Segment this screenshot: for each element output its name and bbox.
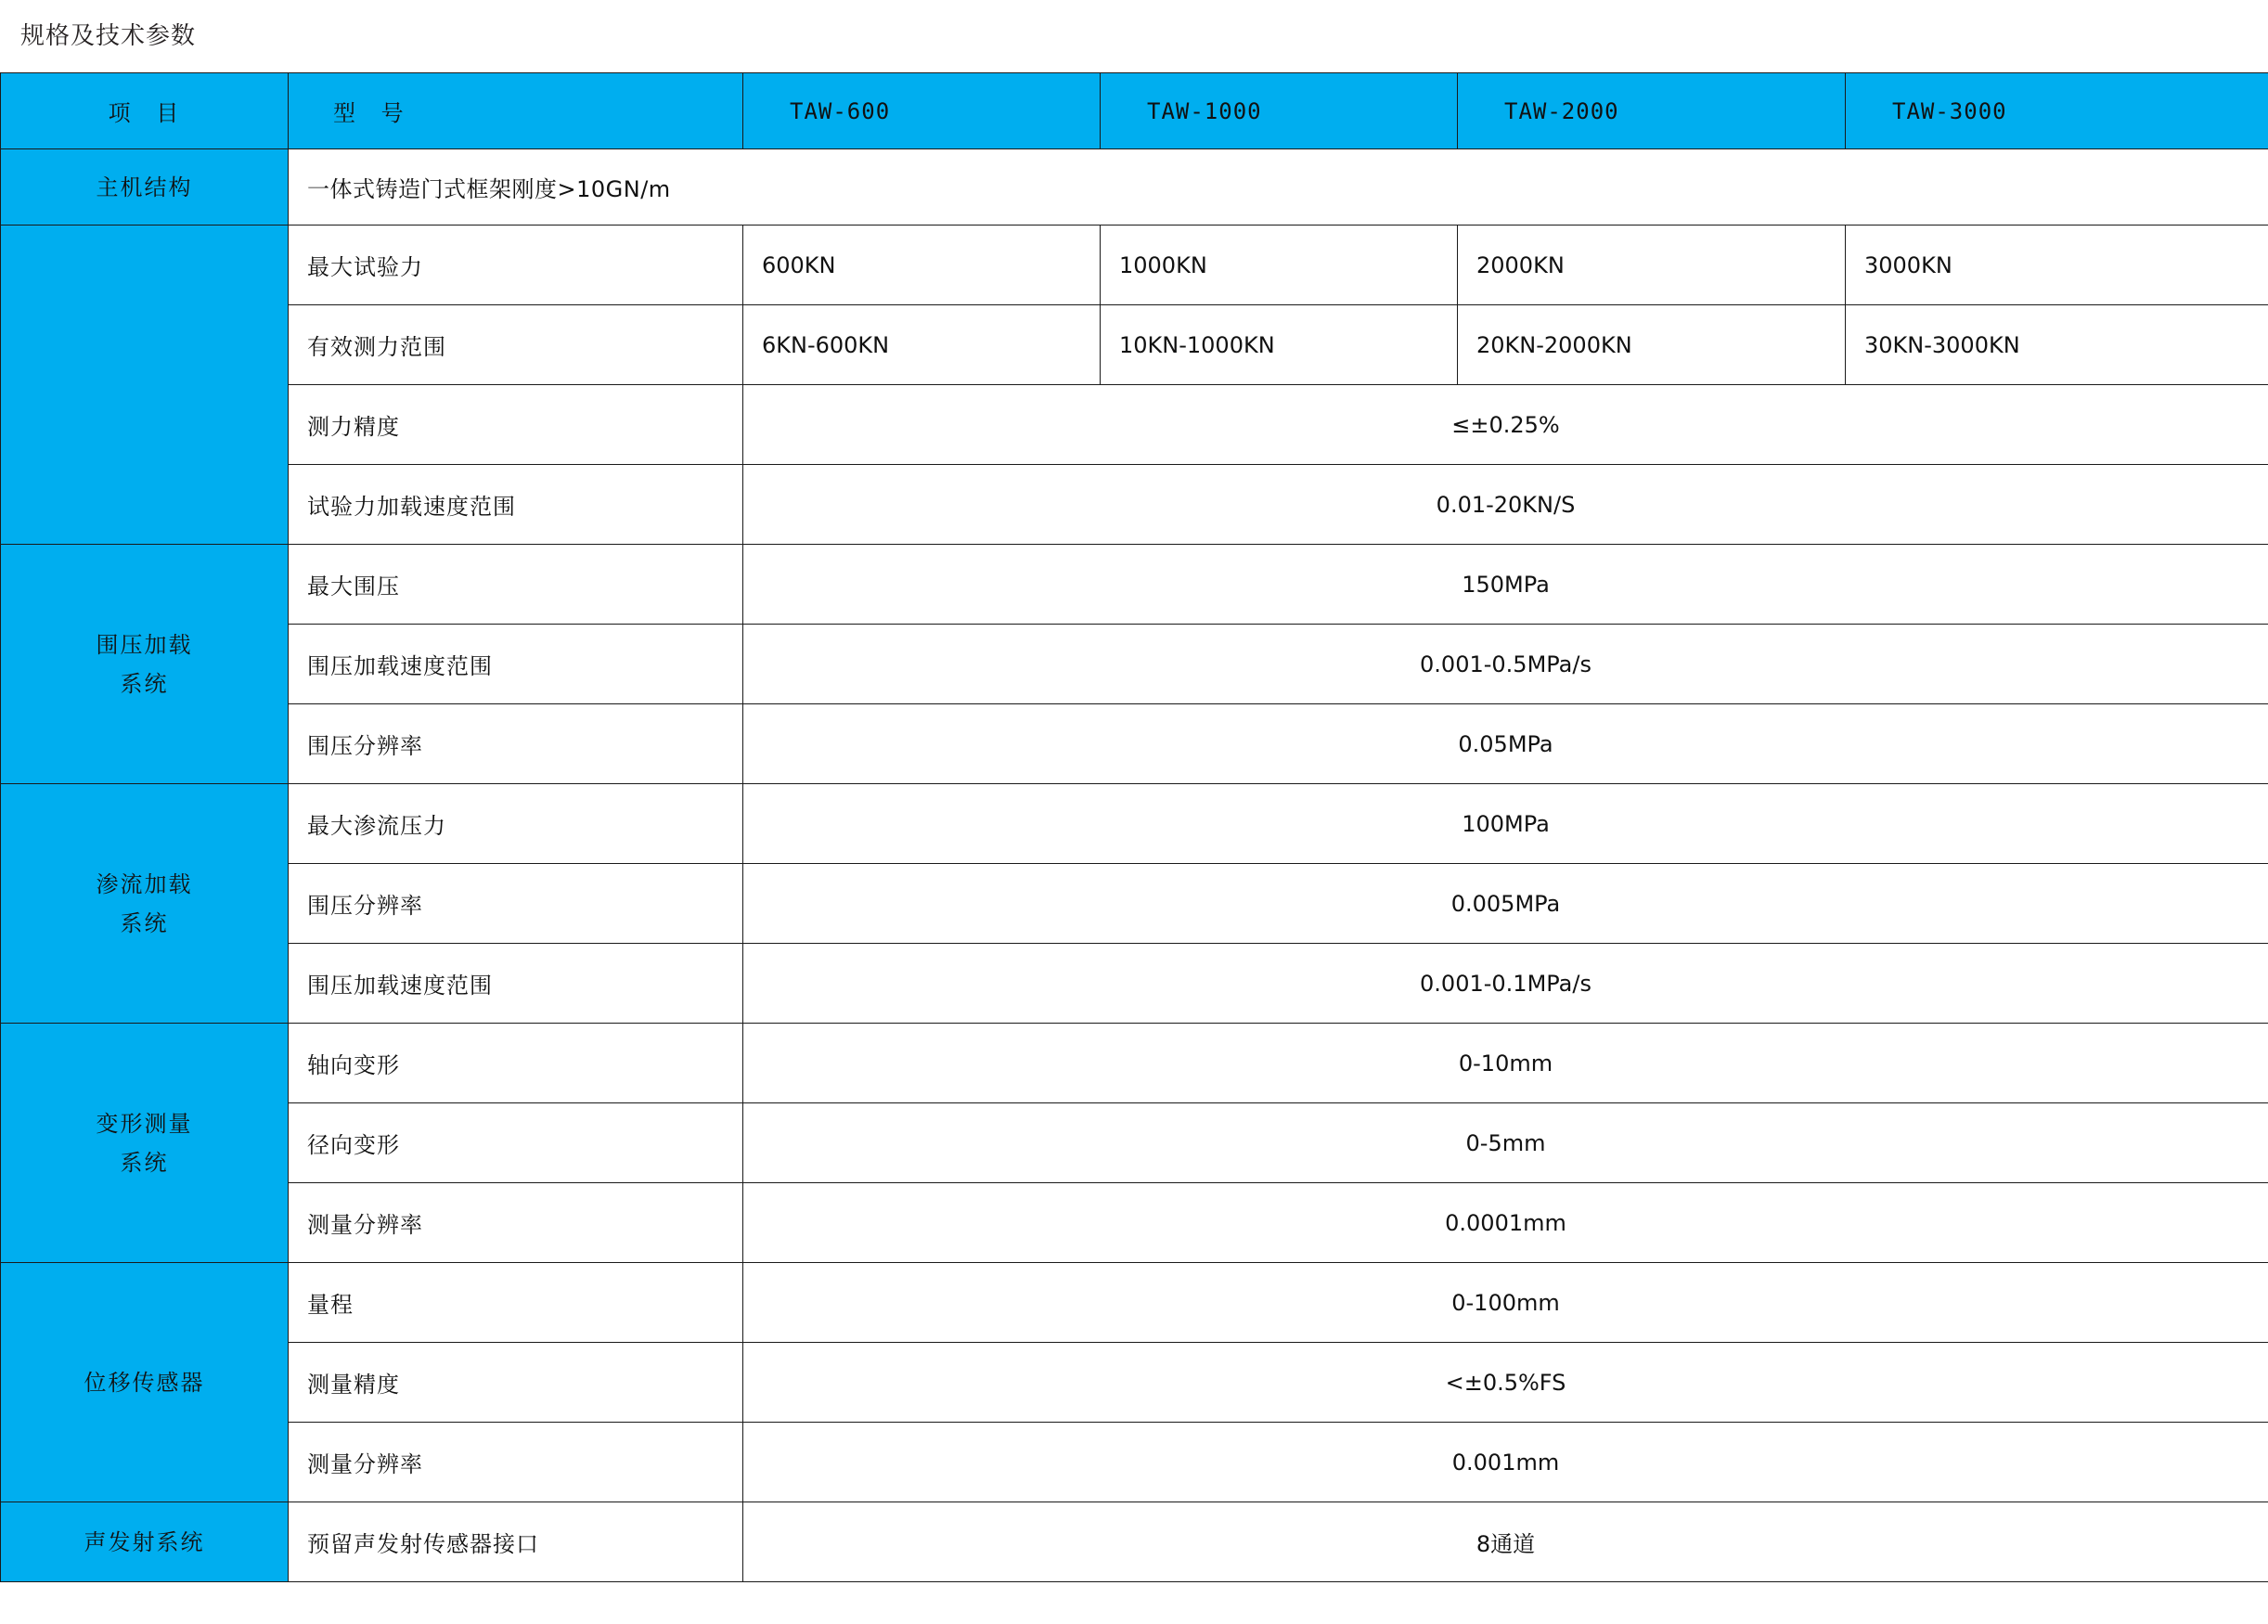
category-line-1: 位移传感器 [84, 1369, 205, 1396]
value-max-test-force-taw1000: 1000KN [1101, 226, 1458, 305]
table-row [1, 944, 2268, 1024]
row-label-seepage-loading-speed: 围压加载速度范围 [289, 944, 743, 1024]
table-row [1, 1502, 2268, 1582]
header-model-taw2000: TAW-2000 [1458, 73, 1846, 149]
table-row [1, 1024, 2268, 1103]
value-confining-resolution: 0.05MPa [743, 704, 2268, 784]
row-label-max-seepage-pressure: 最大渗流压力 [289, 784, 743, 864]
spec-table [0, 72, 2268, 1582]
category-line-1: 渗流加载 [96, 870, 193, 897]
table-row [1, 1263, 2268, 1343]
value-effective-range-taw2000: 20KN-2000KN [1458, 305, 1846, 385]
row-label-effective-force-range: 有效测力范围 [289, 305, 743, 385]
row-label-max-confining-pressure: 最大围压 [289, 545, 743, 625]
table-row [1, 1103, 2268, 1183]
table-row [1, 385, 2268, 465]
value-seepage-resolution: 0.005MPa [743, 864, 2268, 944]
category-seepage-system [1, 784, 289, 1024]
value-effective-range-taw600: 6KN-600KN [743, 305, 1101, 385]
table-row [1, 704, 2268, 784]
table-row [1, 1423, 2268, 1502]
row-label-deformation-resolution: 测量分辨率 [289, 1183, 743, 1263]
category-line-2: 系统 [120, 909, 169, 936]
value-max-test-force-taw2000: 2000KN [1458, 226, 1846, 305]
value-force-accuracy: ≤±0.25% [743, 385, 2268, 465]
table-row [1, 625, 2268, 704]
category-deformation-system [1, 1024, 289, 1263]
row-label-ae-interface: 预留声发射传感器接口 [289, 1502, 743, 1582]
table-row [1, 864, 2268, 944]
page-title: 规格及技术参数 [20, 22, 197, 50]
category-line-1: 变形测量 [96, 1110, 193, 1137]
table-row [1, 784, 2268, 864]
value-effective-range-taw1000: 10KN-1000KN [1101, 305, 1458, 385]
row-label-radial-deformation: 径向变形 [289, 1103, 743, 1183]
category-line-2: 系统 [120, 1149, 169, 1176]
table-header-row [1, 73, 2268, 149]
value-displacement-resolution: 0.001mm [743, 1423, 2268, 1502]
value-max-seepage-pressure: 100MPa [743, 784, 2268, 864]
value-deformation-resolution: 0.0001mm [743, 1183, 2268, 1263]
table-row [1, 305, 2268, 385]
row-label-confining-resolution: 围压分辨率 [289, 704, 743, 784]
value-confining-loading-speed: 0.001-0.5MPa/s [743, 625, 2268, 704]
table-row [1, 1183, 2268, 1263]
value-ae-interface: 8通道 [743, 1502, 2268, 1582]
table-row [1, 149, 2268, 226]
category-confining-pressure-system [1, 545, 289, 784]
header-item-label: 项 目 [1, 73, 289, 149]
table-row [1, 226, 2268, 305]
value-displacement-range: 0-100mm [743, 1263, 2268, 1343]
table-row [1, 465, 2268, 545]
row-label-confining-loading-speed: 围压加载速度范围 [289, 625, 743, 704]
row-label-displacement-resolution: 测量分辨率 [289, 1423, 743, 1502]
spec-table-container [0, 72, 2268, 1582]
value-seepage-loading-speed: 0.001-0.1MPa/s [743, 944, 2268, 1024]
header-model-taw3000: TAW-3000 [1846, 73, 2268, 149]
host-structure-value: 一体式铸造门式框架刚度>10GN/m [289, 149, 2268, 226]
row-label-max-test-force: 最大试验力 [289, 226, 743, 305]
row-label-force-loading-speed: 试验力加载速度范围 [289, 465, 743, 545]
table-row [1, 1343, 2268, 1423]
category-host-structure: 主机结构 [1, 149, 289, 226]
value-max-test-force-taw600: 600KN [743, 226, 1101, 305]
value-radial-deformation: 0-5mm [743, 1103, 2268, 1183]
value-max-test-force-taw3000: 3000KN [1846, 226, 2268, 305]
table-row [1, 545, 2268, 625]
value-effective-range-taw3000: 30KN-3000KN [1846, 305, 2268, 385]
value-force-loading-speed: 0.01-20KN/S [743, 465, 2268, 545]
category-line-2: 系统 [120, 670, 169, 697]
header-model-taw1000: TAW-1000 [1101, 73, 1458, 149]
row-label-displacement-accuracy: 测量精度 [289, 1343, 743, 1423]
value-displacement-accuracy: <±0.5%FS [743, 1343, 2268, 1423]
category-force-system [1, 226, 289, 545]
category-displacement-sensor [1, 1263, 289, 1502]
header-model-taw600: TAW-600 [743, 73, 1101, 149]
row-label-axial-deformation: 轴向变形 [289, 1024, 743, 1103]
value-max-confining-pressure: 150MPa [743, 545, 2268, 625]
header-model-label: 型 号 [289, 73, 743, 149]
category-acoustic-emission-system: 声发射系统 [1, 1502, 289, 1582]
row-label-seepage-resolution: 围压分辨率 [289, 864, 743, 944]
value-axial-deformation: 0-10mm [743, 1024, 2268, 1103]
row-label-force-accuracy: 测力精度 [289, 385, 743, 465]
category-line-1: 围压加载 [96, 631, 193, 658]
row-label-displacement-range: 量程 [289, 1263, 743, 1343]
